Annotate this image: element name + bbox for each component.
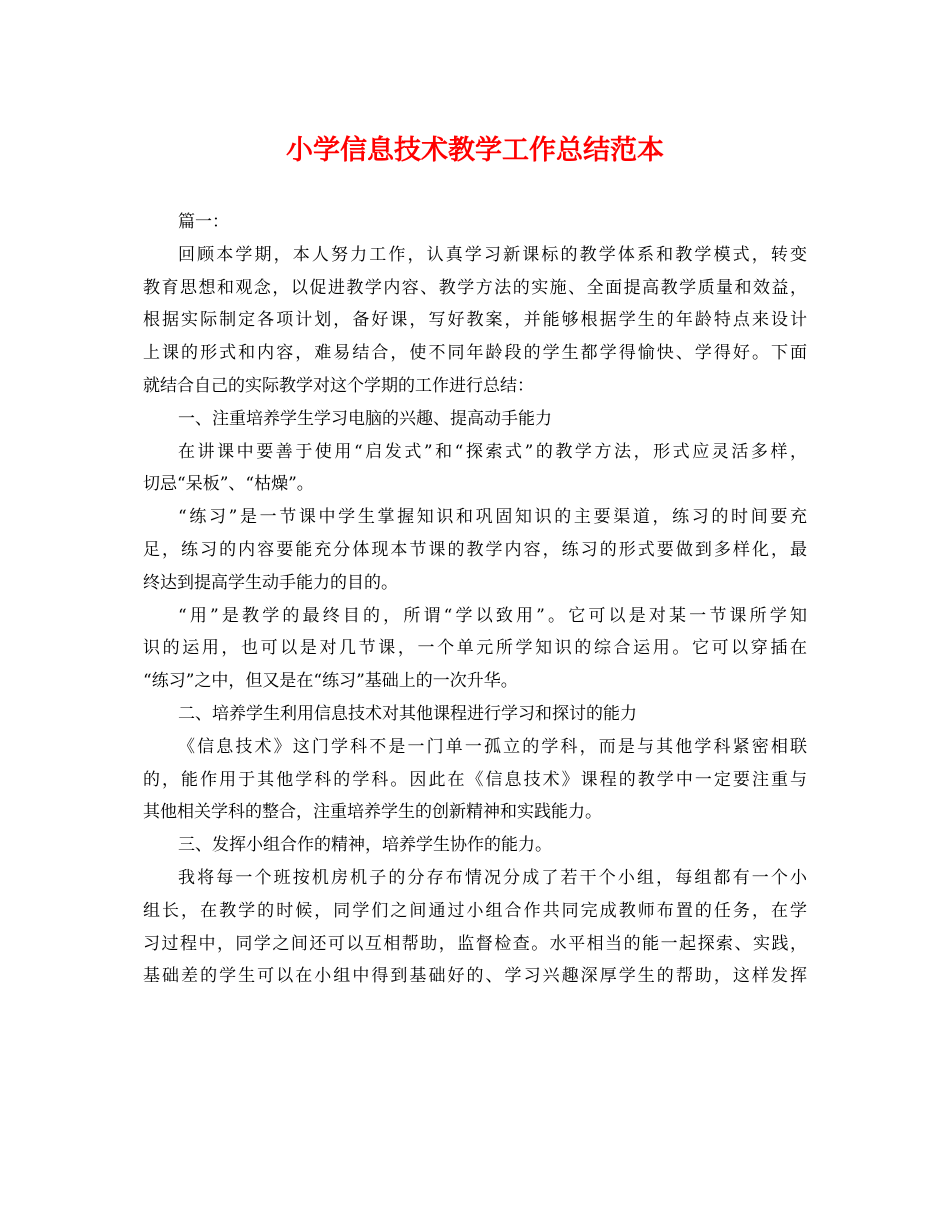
body-line: 《信息技术》这门学科不是一门单一孤立的学科，而是与其他学科紧密相联: [178, 736, 807, 757]
body-line: 三、发挥小组合作的精神，培养学生协作的能力。: [178, 835, 552, 856]
document-title: 小学信息技术教学工作总结范本: [286, 135, 664, 166]
body-line: 回顾本学期，本人努力工作，认真学习新课标的教学体系和教学模式，转变: [178, 244, 807, 265]
body-line: 就结合自己的实际教学对这个学期的工作进行总结：: [143, 375, 534, 396]
body-line: 教育思想和观念，以促进教学内容、教学方法的实施、全面提高教学质量和效益，: [143, 277, 807, 298]
body-line: 上课的形式和内容，难易结合，使不同年龄段的学生都学得愉快、学得好。下面: [143, 343, 807, 364]
body-line: 基础差的学生可以在小组中得到基础好的、学习兴趣深厚学生的帮助，这样发挥: [143, 966, 807, 987]
body-line: “练习”是一节课中学生掌握知识和巩固知识的主要渠道，练习的时间要充: [178, 507, 807, 528]
body-line: 切忌“呆板”、“枯燥”。: [143, 474, 314, 495]
body-line: 一、注重培养学生学习电脑的兴趣、提高动手能力: [178, 408, 552, 429]
body-line: 足，练习的内容要能充分体现本节课的教学内容，练习的形式要做到多样化，最: [143, 539, 807, 560]
body-line: 终达到提高学生动手能力的目的。: [143, 572, 398, 593]
body-line: 篇一：: [178, 212, 229, 232]
body-line: 其他相关学科的整合，注重培养学生的创新精神和实践能力。: [143, 802, 602, 823]
body-line: 习过程中，同学之间还可以互相帮助，监督检查。水平相当的能一起探索、实践，: [143, 933, 807, 954]
body-line: 组长，在教学的时候，同学们之间通过小组合作共同完成教师布置的任务，在学: [143, 900, 807, 921]
body-line: 识的运用，也可以是对几节课，一个单元所学知识的综合运用。它可以穿插在: [143, 638, 807, 659]
body-line: “用”是教学的最终目的，所谓“学以致用”。它可以是对某一节课所学知: [178, 605, 807, 626]
body-line: 根据实际制定各项计划，备好课，写好教案，并能够根据学生的年龄特点来设计: [143, 310, 807, 331]
body-line: 在讲课中要善于使用“启发式”和“探索式”的教学方法，形式应灵活多样，: [178, 441, 807, 462]
body-line: 的，能作用于其他学科的学科。因此在《信息技术》课程的教学中一定要注重与: [143, 769, 807, 790]
body-line: 我将每一个班按机房机子的分存布情况分成了若干个小组，每组都有一个小: [178, 867, 807, 888]
body-line: “练习”之中，但又是在“练习”基础上的一次升华。: [143, 671, 518, 692]
body-line: 二、培养学生利用信息技术对其他课程进行学习和探讨的能力: [178, 703, 637, 724]
document-body: [143, 206, 807, 993]
